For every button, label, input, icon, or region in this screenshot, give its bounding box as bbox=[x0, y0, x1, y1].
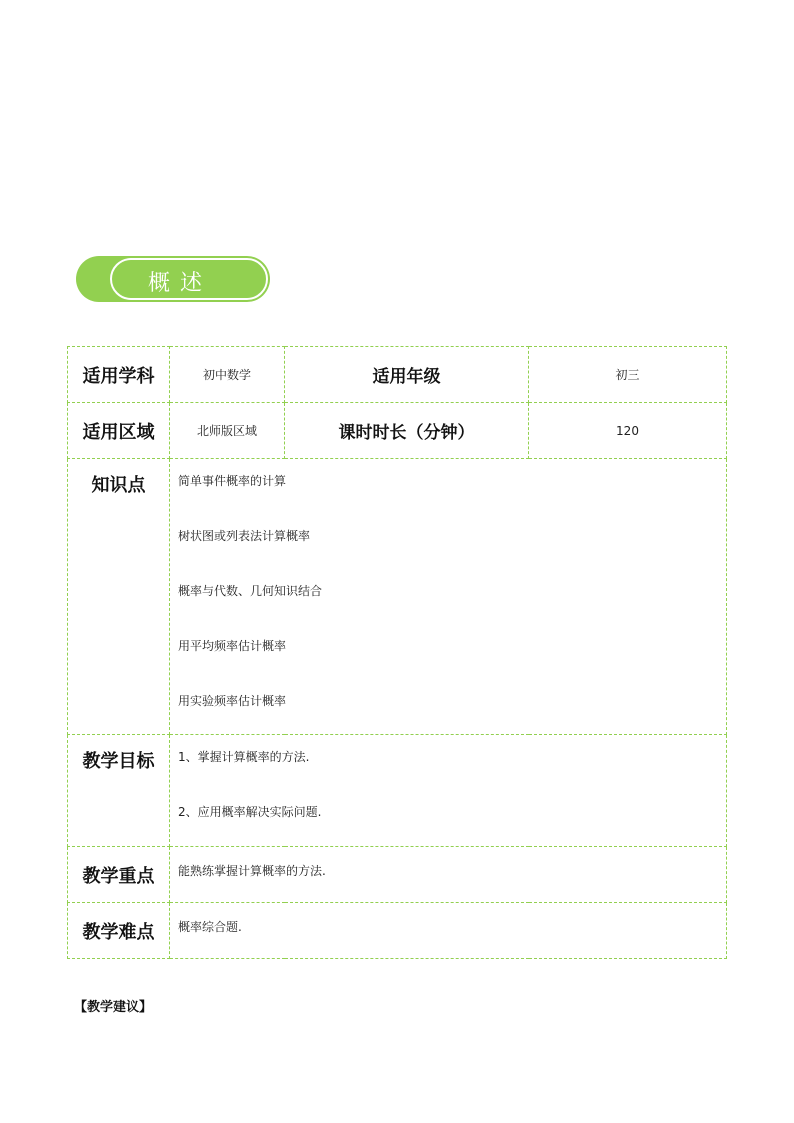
table-row-goals bbox=[68, 735, 727, 847]
table-row-subject bbox=[68, 347, 727, 403]
knowledge-item: 概率与代数、几何知识结合 bbox=[178, 584, 323, 598]
goal-item: 1、掌握计算概率的方法. bbox=[178, 750, 310, 764]
goals-content bbox=[170, 735, 727, 847]
table-row-knowledge bbox=[68, 459, 727, 735]
goals-label: 教学目标 bbox=[68, 735, 170, 847]
duration-label: 课时时长（分钟） bbox=[285, 403, 529, 459]
difficulty-value: 概率综合题. bbox=[170, 903, 727, 959]
overview-table bbox=[67, 346, 727, 959]
knowledge-item: 树状图或列表法计算概率 bbox=[178, 529, 311, 543]
table-row-region bbox=[68, 403, 727, 459]
key-label: 教学重点 bbox=[68, 847, 170, 903]
knowledge-item: 用实验频率估计概率 bbox=[178, 694, 287, 708]
knowledge-content bbox=[170, 459, 727, 735]
section-banner bbox=[76, 256, 270, 302]
table-row-difficulty bbox=[68, 903, 727, 959]
region-value: 北师版区域 bbox=[170, 403, 285, 459]
duration-value: 120 bbox=[529, 403, 727, 459]
subject-label: 适用学科 bbox=[68, 347, 170, 403]
subject-value: 初中数学 bbox=[170, 347, 285, 403]
difficulty-label: 教学难点 bbox=[68, 903, 170, 959]
table-row-key bbox=[68, 847, 727, 903]
grade-label: 适用年级 bbox=[285, 347, 529, 403]
goal-item: 2、应用概率解决实际问题. bbox=[178, 805, 322, 819]
banner-title: 概述 bbox=[148, 271, 213, 296]
knowledge-item: 简单事件概率的计算 bbox=[178, 474, 287, 488]
grade-value: 初三 bbox=[529, 347, 727, 403]
knowledge-label: 知识点 bbox=[68, 459, 170, 735]
teaching-suggestion-heading: 【教学建议】 bbox=[74, 1000, 153, 1015]
key-value: 能熟练掌握计算概率的方法. bbox=[170, 847, 727, 903]
region-label: 适用区域 bbox=[68, 403, 170, 459]
knowledge-item: 用平均频率估计概率 bbox=[178, 639, 287, 653]
